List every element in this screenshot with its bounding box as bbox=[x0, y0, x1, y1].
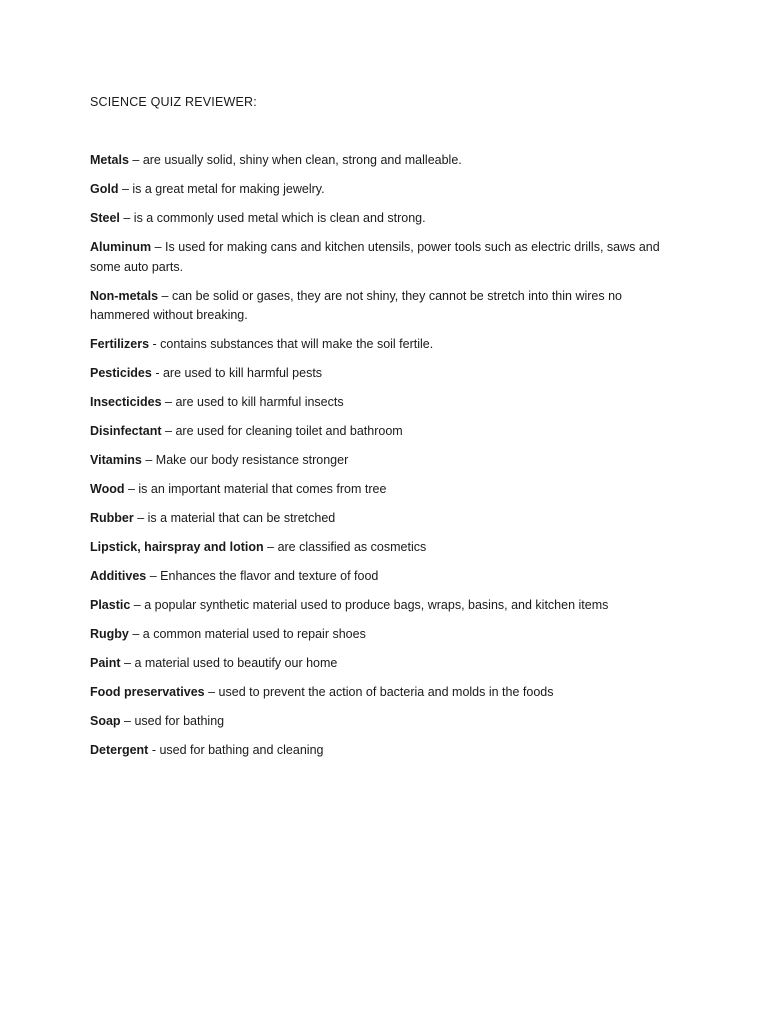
entry-separator: - bbox=[149, 337, 161, 351]
entry-term: Plastic bbox=[90, 598, 131, 612]
reviewer-entry bbox=[90, 335, 680, 355]
entry-definition: used for bathing bbox=[134, 714, 225, 728]
entry-definition: is a great metal for making jewelry. bbox=[132, 182, 325, 196]
entry-definition: are usually solid, shiny when clean, strong and malleable. bbox=[142, 153, 462, 167]
reviewer-entry bbox=[90, 538, 680, 558]
reviewer-entry bbox=[90, 238, 680, 277]
entry-separator: – bbox=[130, 598, 145, 612]
entry-definition: are used for cleaning toilet and bathroom bbox=[175, 424, 403, 438]
entry-separator: – bbox=[141, 453, 156, 467]
entry-separator: – bbox=[118, 182, 133, 196]
entry-separator: – bbox=[146, 569, 161, 583]
entry-term: Wood bbox=[90, 482, 125, 496]
entry-definition: Is used for making cans and kitchen utensils, power tools such as electric drills, saws and some auto parts. bbox=[90, 240, 660, 274]
entry-definition: is a commonly used metal which is clean and strong. bbox=[133, 211, 426, 225]
reviewer-entry bbox=[90, 480, 680, 500]
entry-separator: - bbox=[148, 743, 160, 757]
entry-term: Soap bbox=[90, 714, 121, 728]
entry-term: Paint bbox=[90, 656, 121, 670]
entry-term: Gold bbox=[90, 182, 119, 196]
reviewer-entry bbox=[90, 712, 680, 732]
entry-term: Insecticides bbox=[90, 395, 162, 409]
entry-term: Additives bbox=[90, 569, 147, 583]
entry-term: Aluminum bbox=[90, 240, 152, 254]
entry-definition: a material used to beautify our home bbox=[134, 656, 338, 670]
entry-definition: can be solid or gases, they are not shiny, they cannot be stretch into thin wires no hammered without breaking. bbox=[90, 288, 623, 322]
reviewer-entry bbox=[90, 364, 680, 384]
reviewer-entry bbox=[90, 654, 680, 674]
entry-term: Fertilizers bbox=[90, 337, 150, 351]
entry-definition: are used to kill harmful pests bbox=[162, 366, 323, 380]
entry-definition: a popular synthetic material used to produce bags, wraps, basins, and kitchen items bbox=[144, 598, 609, 612]
entry-separator: – bbox=[161, 424, 176, 438]
entry-term: Steel bbox=[90, 211, 120, 225]
reviewer-entry bbox=[90, 287, 680, 326]
reviewer-entry bbox=[90, 509, 680, 529]
entry-term: Metals bbox=[90, 153, 129, 167]
entry-separator: – bbox=[204, 685, 219, 699]
reviewer-entry bbox=[90, 180, 680, 200]
entry-separator: – bbox=[158, 288, 172, 303]
entry-separator: - bbox=[151, 366, 163, 380]
entry-definition: are used to kill harmful insects bbox=[175, 395, 344, 409]
entry-term: Pesticides bbox=[90, 366, 152, 380]
entry-definition: contains substances that will make the soil fertile. bbox=[160, 337, 434, 351]
entry-term: Vitamins bbox=[90, 453, 142, 467]
entry-term: Food preservatives bbox=[90, 685, 205, 699]
entry-separator: – bbox=[120, 656, 135, 670]
entry-separator: – bbox=[133, 511, 148, 525]
entry-definition: a common material used to repair shoes bbox=[142, 627, 366, 641]
reviewer-entry bbox=[90, 422, 680, 442]
reviewer-entry bbox=[90, 625, 680, 645]
reviewer-entry bbox=[90, 596, 680, 616]
entry-separator: – bbox=[161, 395, 176, 409]
entry-definition: is an important material that comes from tree bbox=[138, 482, 387, 496]
entry-term: Disinfectant bbox=[90, 424, 162, 438]
entry-separator: – bbox=[128, 153, 143, 167]
entry-term: Lipstick, hairspray and lotion bbox=[90, 540, 264, 554]
reviewer-entry bbox=[90, 393, 680, 413]
entry-term: Rubber bbox=[90, 511, 134, 525]
reviewer-entry bbox=[90, 741, 680, 761]
entry-definition: are classified as cosmetics bbox=[277, 540, 427, 554]
entry-definition: used to prevent the action of bacteria and molds in the foods bbox=[218, 685, 554, 699]
reviewer-entry bbox=[90, 567, 680, 587]
entry-term: Non-metals bbox=[90, 288, 159, 303]
entry-separator: – bbox=[124, 482, 139, 496]
entry-term: Rugby bbox=[90, 627, 129, 641]
entry-definition: Enhances the flavor and texture of food bbox=[160, 569, 379, 583]
entry-separator: – bbox=[151, 240, 166, 254]
reviewer-entry bbox=[90, 683, 680, 703]
entry-term: Detergent bbox=[90, 743, 149, 757]
reviewer-entry bbox=[90, 451, 680, 471]
entry-separator: – bbox=[120, 714, 135, 728]
entry-definition: Make our body resistance stronger bbox=[155, 453, 349, 467]
reviewer-entry-list bbox=[90, 151, 680, 770]
document-title: SCIENCE QUIZ REVIEWER: bbox=[90, 95, 257, 109]
entry-definition: used for bathing and cleaning bbox=[159, 743, 324, 757]
entry-separator: – bbox=[128, 627, 143, 641]
entry-separator: – bbox=[119, 211, 134, 225]
reviewer-entry bbox=[90, 151, 680, 171]
entry-definition: is a material that can be stretched bbox=[147, 511, 336, 525]
reviewer-entry bbox=[90, 209, 680, 229]
entry-separator: – bbox=[263, 540, 278, 554]
